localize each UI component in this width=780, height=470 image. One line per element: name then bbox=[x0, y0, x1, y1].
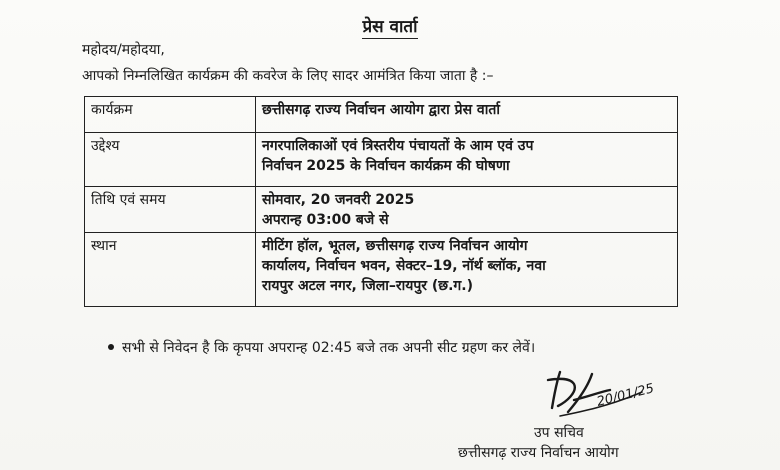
table-row bbox=[85, 97, 678, 133]
row-value bbox=[256, 133, 678, 187]
table-row bbox=[85, 233, 678, 307]
table-row bbox=[85, 133, 678, 187]
signature-image bbox=[530, 362, 660, 424]
row-label: कार्यक्रम bbox=[85, 97, 256, 133]
value-line: मीटिंग हॉल, भूतल, छत्तीसगढ़ राज्य निर्वाचन आयोग bbox=[262, 238, 528, 254]
row-value bbox=[256, 233, 678, 307]
document-title-text: प्रेस वार्ता bbox=[362, 17, 418, 37]
office-name: छत्तीसगढ़ राज्य निर्वाचन आयोग bbox=[458, 445, 619, 461]
intro-text: आपको निम्नलिखित कार्यक्रम की कवरेज के लिए सादर आमंत्रित किया जाता है :– bbox=[82, 68, 494, 84]
value-line: छत्तीसगढ़ राज्य निर्वाचन आयोग द्वारा प्रेस वार्ता bbox=[262, 102, 500, 118]
program-details-table bbox=[84, 96, 678, 307]
row-value bbox=[256, 187, 678, 233]
value-line: सोमवार, 20 जनवरी 2025 bbox=[262, 192, 415, 208]
signature-date: 20/01/25 bbox=[595, 381, 656, 410]
document-title bbox=[0, 14, 780, 37]
note-text: सभी से निवेदन है कि कृपया अपरान्ह 02:45 बजे तक अपनी सीट ग्रहण कर लेवें। bbox=[122, 340, 536, 356]
table-row bbox=[85, 187, 678, 233]
row-label: तिथि एवं समय bbox=[85, 187, 256, 233]
value-line: नगरपालिकाओं एवं त्रिस्तरीय पंचायतों के आम एवं उप bbox=[262, 138, 534, 154]
value-line: रायपुर अटल नगर, जिला–रायपुर (छ.ग.) bbox=[262, 278, 473, 294]
seating-note bbox=[108, 338, 535, 357]
value-line: कार्यालय, निर्वाचन भवन, सेक्टर–19, नॉर्थ ब्लॉक, नवा bbox=[262, 258, 546, 274]
row-value bbox=[256, 97, 678, 133]
row-label: स्थान bbox=[85, 233, 256, 307]
value-line: अपरान्ह 03:00 बजे से bbox=[262, 212, 389, 228]
designation: उप सचिव bbox=[534, 425, 584, 441]
row-label: उद्देश्य bbox=[85, 133, 256, 187]
value-line: निर्वाचन 2025 के निर्वाचन कार्यक्रम की घोषणा bbox=[262, 158, 510, 174]
salutation: महोदय/महोदया, bbox=[82, 42, 165, 58]
bullet-icon bbox=[108, 344, 114, 350]
